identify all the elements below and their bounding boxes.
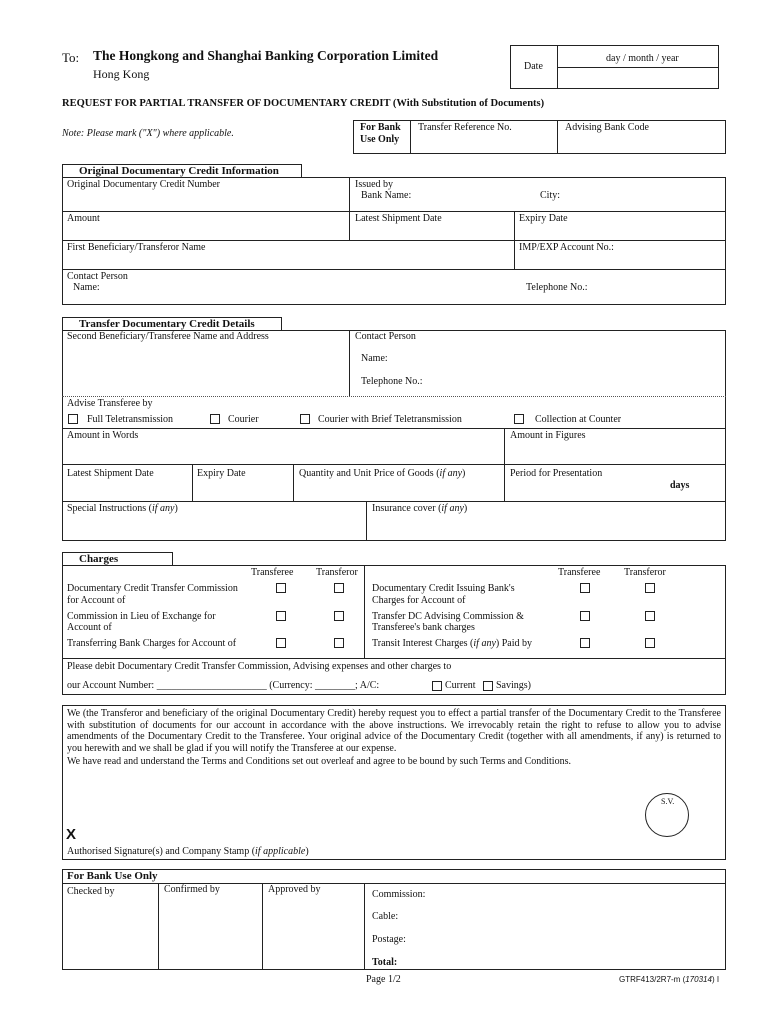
advise-by-label: Advise Transferee by <box>67 398 153 409</box>
collection-counter-checkbox[interactable] <box>514 414 524 424</box>
bank-use-top-box <box>353 120 726 154</box>
charge-right-1a: Documentary Credit Issuing Bank's <box>372 583 515 594</box>
right-3-transferee-checkbox[interactable] <box>580 638 590 648</box>
issued-by-label: Issued by <box>355 179 394 190</box>
right-3-transferor-checkbox[interactable] <box>645 638 655 648</box>
latest-shipment-label: Latest Shipment Date <box>355 213 442 224</box>
full-teletransmission-label: Full Teletransmission <box>87 414 174 425</box>
right-1-transferee-checkbox[interactable] <box>580 583 590 593</box>
courier-label: Courier <box>228 414 259 425</box>
days-label: days <box>670 480 690 491</box>
contact-telephone-label: Telephone No.: <box>526 282 588 293</box>
signature-x-mark: X <box>66 826 77 843</box>
contact-person-label: Contact Person <box>67 271 128 282</box>
contact-name-label: Name: <box>73 282 100 293</box>
approved-by-label: Approved by <box>268 884 321 895</box>
period-label: Period for Presentation <box>510 468 603 479</box>
second-beneficiary-label: Second Beneficiary/Transferee Name and Address <box>67 331 269 342</box>
charge-right-2a: Transfer DC Advising Commission & <box>372 611 524 622</box>
quantity-label: Quantity and Unit Price of Goods (if any) <box>299 468 466 479</box>
sv-label: S.V. <box>661 797 675 806</box>
left-transferee-header: Transferee <box>251 567 294 578</box>
transfer-telephone-label: Telephone No.: <box>361 376 423 387</box>
declaration-paragraph: We (the Transferor and beneficiary of the original Documentary Credit) hereby request you to effect a partial transfer of the Documentary Credit to the Transferee with substitution of documents for our account in accordance with the above instructions. We irrevocably retain the right to refuse to allow you to advise amendments of the Documentary Credit to the Transferee. Your original advice of the Documentary Credit (together with all amendments, if any) is returned to you herewith and we shall be glad if you will notify the Transferee at our expense. <box>67 708 721 754</box>
charge-left-3: Transferring Bank Charges for Account of <box>67 638 237 649</box>
left-1-transferee-checkbox[interactable] <box>276 583 286 593</box>
form-code: GTRF413/2R7-m (170314) I <box>619 975 720 984</box>
transfer-shipment-label: Latest Shipment Date <box>67 468 154 479</box>
right-transferee-header: Transferee <box>558 567 601 578</box>
charge-left-1a: Documentary Credit Transfer Commission <box>67 583 238 594</box>
postage-label: Postage: <box>372 934 406 945</box>
use-only-label: Use Only <box>360 134 400 145</box>
city-label: City: <box>540 190 561 201</box>
transfer-expiry-label: Expiry Date <box>197 468 246 479</box>
signature-label[interactable]: Authorised Signature(s) and Company Stamp (if applicable) <box>67 846 309 857</box>
transfer-dc-heading: Transfer Documentary Credit Details <box>62 317 282 331</box>
page-number: Page 1/2 <box>366 974 401 985</box>
expiry-label: Expiry Date <box>519 213 568 224</box>
confirmed-by-label: Confirmed by <box>164 884 220 895</box>
terms-statement: We have read and understand the Terms and Conditions set out overleaf and agree to be bound by such Terms and Conditions. <box>67 756 571 767</box>
right-2-transferee-checkbox[interactable] <box>580 611 590 621</box>
left-2-transferee-checkbox[interactable] <box>276 611 286 621</box>
bank-name: The Hongkong and Shanghai Banking Corporation Limited <box>93 48 439 63</box>
savings-account-checkbox[interactable] <box>483 681 493 691</box>
courier-checkbox[interactable] <box>210 414 220 424</box>
to-label: To: <box>62 50 80 65</box>
savings-account-label: Savings) <box>496 680 531 691</box>
date-format: day / month / year <box>606 53 679 64</box>
left-2-transferor-checkbox[interactable] <box>334 611 344 621</box>
full-teletransmission-checkbox[interactable] <box>68 414 78 424</box>
commission-label: Commission: <box>372 889 426 900</box>
total-label: Total: <box>372 957 398 968</box>
original-dc-heading: Original Documentary Credit Information <box>62 164 302 178</box>
amount-words-label: Amount in Words <box>67 430 139 441</box>
charge-left-1b: for Account of <box>67 595 126 606</box>
charge-right-3: Transit Interest Charges (if any) Paid by <box>372 638 532 649</box>
charges-heading: Charges <box>62 552 173 566</box>
transfer-contact-label: Contact Person <box>355 331 416 342</box>
left-transferor-header: Transferor <box>316 567 358 578</box>
current-account-checkbox[interactable] <box>432 681 442 691</box>
cable-label: Cable: <box>372 911 399 922</box>
charge-left-2a: Commission in Lieu of Exchange for <box>67 611 216 622</box>
form-title: REQUEST FOR PARTIAL TRANSFER OF DOCUMENTARY CREDIT (With Substitution of Documents) <box>62 98 545 109</box>
amount-label: Amount <box>67 213 100 224</box>
insurance-label: Insurance cover (if any) <box>372 503 468 514</box>
charge-right-2b: Transferee's bank charges <box>372 622 475 633</box>
transfer-name-label: Name: <box>361 353 388 364</box>
charge-right-1b: Charges for Account of <box>372 595 466 606</box>
amount-figures-label: Amount in Figures <box>510 430 586 441</box>
first-beneficiary-label: First Beneficiary/Transferor Name <box>67 242 206 253</box>
bank-use-heading: For Bank Use Only <box>67 870 158 882</box>
note: Note: Please mark ("X") where applicable. <box>62 128 234 139</box>
courier-brief-label: Courier with Brief Teletransmission <box>318 414 462 425</box>
date-label: Date <box>524 61 543 72</box>
advising-code-label: Advising Bank Code <box>565 122 649 133</box>
left-1-transferor-checkbox[interactable] <box>334 583 344 593</box>
current-account-label: Current <box>445 680 476 691</box>
left-3-transferee-checkbox[interactable] <box>276 638 286 648</box>
debit-instruction: Please debit Documentary Credit Transfer Commission, Advising expenses and other charges to <box>67 661 452 672</box>
checked-by-label: Checked by <box>67 886 115 897</box>
right-2-transferor-checkbox[interactable] <box>645 611 655 621</box>
account-number-line[interactable]: our Account Number: ______________________ (Currency: ________; A/C: <box>67 680 380 691</box>
right-1-transferor-checkbox[interactable] <box>645 583 655 593</box>
original-dc-number-label: Original Documentary Credit Number <box>67 179 221 190</box>
courier-brief-checkbox[interactable] <box>300 414 310 424</box>
for-bank-label: For Bank <box>360 122 401 133</box>
special-instructions-label: Special Instructions (if any) <box>67 503 178 514</box>
left-3-transferor-checkbox[interactable] <box>334 638 344 648</box>
bank-location: Hong Kong <box>93 67 150 81</box>
collection-counter-label: Collection at Counter <box>535 414 622 425</box>
right-transferor-header: Transferor <box>624 567 666 578</box>
bank-name-label: Bank Name: <box>361 190 412 201</box>
transfer-ref-label: Transfer Reference No. <box>418 122 512 133</box>
imp-exp-label: IMP/EXP Account No.: <box>519 242 614 253</box>
charge-left-2b: Account of <box>67 622 112 633</box>
